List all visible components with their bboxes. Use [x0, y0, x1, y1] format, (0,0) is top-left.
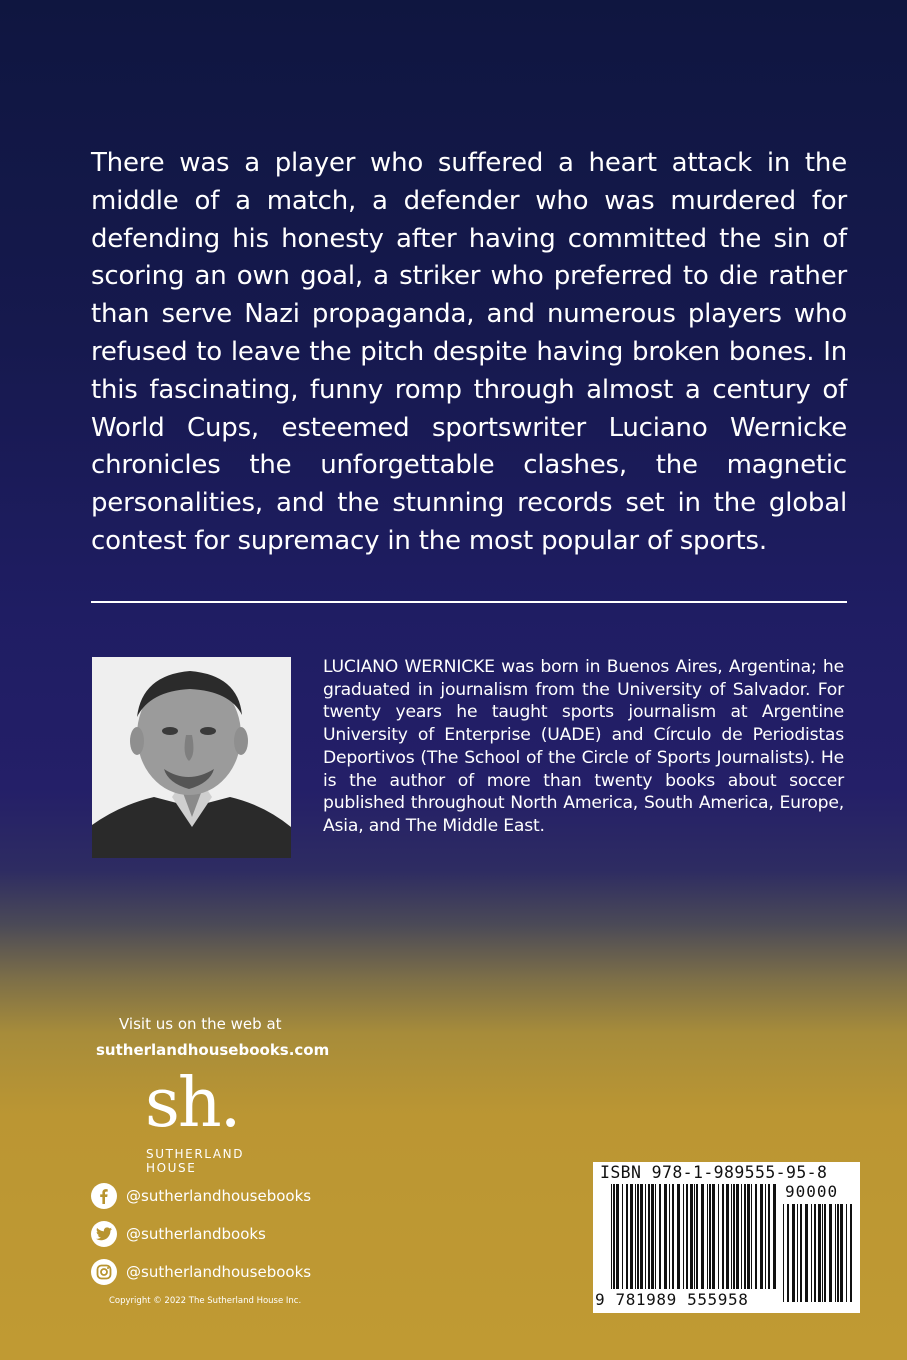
section-divider — [91, 601, 847, 603]
twitter-icon — [91, 1221, 117, 1247]
facebook-icon — [91, 1183, 117, 1209]
publisher-website-link[interactable]: sutherlandhousebooks.com — [96, 1041, 330, 1059]
copyright-notice: Copyright © 2022 The Sutherland House Inc. — [109, 1296, 302, 1306]
publisher-logo: sh. — [145, 1064, 240, 1143]
visit-web-label: Visit us on the web at — [119, 1015, 282, 1033]
author-bio: LUCIANO WERNICKE was born in Buenos Aires, Argentina; he graduated in journalism from the University of Salvador. For twenty years he taught sports journalism at Argentine University of Enterprise (UADE) and Círculo de Periodistas Deportivos (The School of the Circle of Sports Journalists). He is the author of more than twenty books about soccer published throughout North America, South America, Europe, Asia, and The Middle East. — [323, 657, 844, 836]
social-twitter[interactable] — [91, 1220, 266, 1248]
social-facebook[interactable] — [91, 1182, 311, 1210]
isbn-digits: 9 781989 555958 — [595, 1290, 749, 1309]
author-portrait-illustration — [92, 657, 291, 858]
instagram-handle: @sutherlandhousebooks — [126, 1263, 312, 1281]
logo-line-1: SUTHERLAND — [146, 1147, 245, 1161]
publisher-logo-text — [146, 1147, 244, 1175]
author-photo — [92, 657, 291, 858]
price-code: 90000 — [785, 1182, 839, 1201]
logo-line-2: HOUSE — [146, 1161, 197, 1175]
cover-blurb: There was a player who suffered a heart attack in the middle of a match, a defender who was murdered for defending his honesty after having committed the sin of scoring an own goal, a striker who preferred to die rather than serve Nazi propaganda, and numerous players who refused to leave the pitch despite having broken bones. In this fascinating, funny romp through almost a century of World Cups, esteemed sportswriter Luciano Wernicke chronicles the unforgettable clashes, the magnetic personalities, and the stunning records set in the global contest for supremacy in the most popular of sports. — [91, 148, 847, 556]
facebook-handle: @sutherlandhousebooks — [126, 1187, 312, 1205]
isbn-label: ISBN 978-1-989555-95-8 — [600, 1163, 828, 1182]
twitter-handle: @sutherlandbooks — [126, 1225, 266, 1243]
instagram-icon — [91, 1259, 117, 1285]
isbn-barcode — [593, 1162, 860, 1313]
social-instagram[interactable] — [91, 1258, 311, 1286]
